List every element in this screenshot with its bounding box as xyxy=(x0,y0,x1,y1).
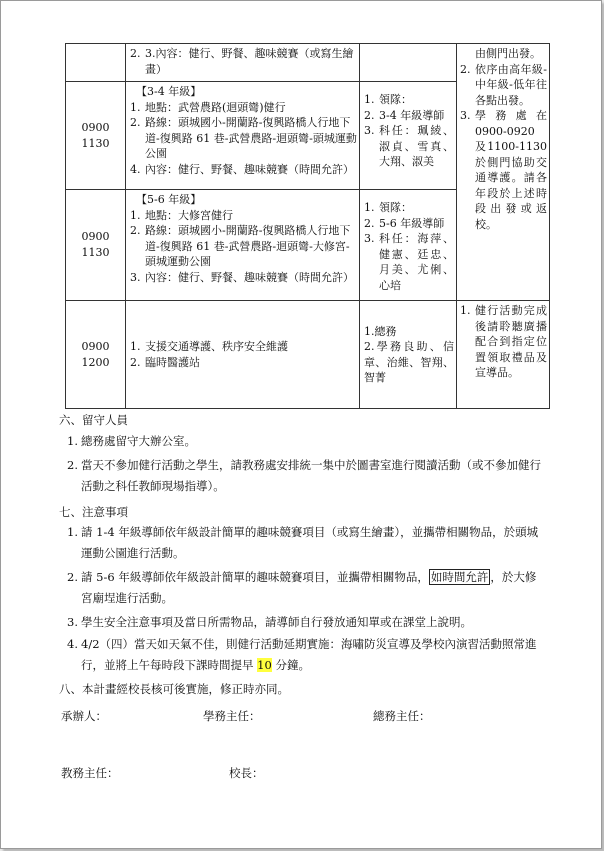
staff-cell xyxy=(360,301,457,409)
signature-principal: 校長： xyxy=(229,766,264,780)
list-item xyxy=(67,455,547,497)
end-time: 1130 xyxy=(81,246,110,259)
staff-cell xyxy=(360,44,457,82)
note-text: 由側門出發。 xyxy=(475,47,541,60)
staff-text: 3-4 年級導師 xyxy=(379,108,445,122)
staff-text: 科任：珮綾、淑貞、雪真、大翔、淑美 xyxy=(379,124,454,168)
item-number: 2. xyxy=(130,47,141,60)
item-number: 2. xyxy=(130,224,141,237)
list-item xyxy=(67,431,547,452)
item-number: 1. xyxy=(130,100,141,114)
staff-number: 3. xyxy=(364,232,375,245)
list-item xyxy=(67,567,547,609)
item-number: 2. xyxy=(67,458,78,472)
item-text: 學生安全注意事項及當日所需物品，請導師自行發放通知單或在課堂上說明。 xyxy=(81,615,472,629)
item-number: 2. xyxy=(130,355,141,369)
staff-text: 科任：海萍、健憲、廷忠、月美、尤俐、心培 xyxy=(379,232,454,292)
time-cell xyxy=(66,82,126,190)
staff-text: 領隊： xyxy=(379,201,412,214)
time-cell xyxy=(66,44,126,82)
schedule-table xyxy=(65,43,550,409)
item-text: 總務處留守大辦公室。 xyxy=(81,434,196,448)
list-item xyxy=(67,612,547,633)
item-text: 3.內容：健行、野餐、趣味競賽（或寫生繪畫） xyxy=(145,47,354,76)
note-text: 學務處在0900-0920 及1100-1130 於側門協助交通導護。請各年段於上述時段出發或返校。 xyxy=(475,109,547,231)
table-row xyxy=(66,301,550,409)
note-cell xyxy=(457,44,550,301)
highlighted-text: 10 xyxy=(257,658,272,672)
item-text: ，於大修宮廟埕進行活動。 xyxy=(81,570,537,605)
signature-academic: 學務主任： xyxy=(203,709,261,723)
staff-cell xyxy=(360,82,457,190)
note-number: 3. xyxy=(460,109,471,122)
item-number: 1. xyxy=(67,434,78,448)
start-time: 0900 xyxy=(81,339,110,353)
boxed-text: 如時間允許 xyxy=(430,570,489,584)
note-text: 依序由高年級-中年級-低年往各點出發。 xyxy=(475,62,547,107)
content-cell xyxy=(126,82,360,190)
content-cell xyxy=(126,301,360,409)
staff-text: 2.學務良助、信章、治維、智翔、智菁 xyxy=(364,340,454,384)
section-heading: 八、本計畫經校長核可後實施，修正時亦同。 xyxy=(59,682,289,696)
item-text: 內容：健行、野餐、趣味競賽（時間允許） xyxy=(145,270,354,284)
item-number: 3. xyxy=(67,615,78,629)
content-cell xyxy=(126,190,360,301)
grade-header: 【5-6 年級】 xyxy=(136,193,202,206)
signature-general-affairs: 總務主任： xyxy=(373,709,431,723)
content-cell xyxy=(126,44,360,82)
staff-text: 1.總務 xyxy=(364,324,397,338)
staff-cell xyxy=(360,190,457,301)
note-number: 2. xyxy=(460,62,471,76)
item-text: 當天不參加健行活動之學生，請教務處安排統一集中於圖書室進行閱讀活動（或不參加健行活動之科任教師現場指導）。 xyxy=(81,458,541,493)
section-heading: 六、留守人員 xyxy=(59,413,128,427)
list-item xyxy=(67,634,547,676)
item-number: 4. xyxy=(67,637,78,651)
item-text: 支援交通導護、秩序安全維護 xyxy=(145,340,288,353)
staff-number: 1. xyxy=(364,93,375,106)
item-text: 路線：頭城國小-開蘭路-復興路橋人行地下道-復興路 61 巷-武營農路-迴頭彎-大修宮-頭城運動公園 xyxy=(145,224,351,268)
item-text: 臨時醫護站 xyxy=(145,355,200,369)
item-text: 分鐘。 xyxy=(271,658,310,672)
note-text: 健行活動完成後請聆聽廣播配合到指定位置領取禮品及宣導品。 xyxy=(475,304,547,379)
note-number: 1. xyxy=(460,304,471,317)
start-time: 0900 xyxy=(81,230,110,243)
item-number: 2. xyxy=(67,570,78,584)
staff-number: 1. xyxy=(364,201,375,214)
staff-number: 2. xyxy=(364,108,375,122)
staff-text: 領隊： xyxy=(379,93,412,106)
item-number: 4. xyxy=(130,162,141,176)
item-number: 1. xyxy=(130,208,141,222)
end-time: 1130 xyxy=(81,136,110,150)
item-text: 請 1-4 年級導師依年級設計簡單的趣味競賽項目（或寫生繪畫），並攜帶相關物品，於頭城運動公園進行活動。 xyxy=(81,525,539,560)
grade-header: 【3-4 年級】 xyxy=(136,85,202,98)
staff-text: 5-6 年級導師 xyxy=(379,216,445,230)
item-text: 請 5-6 年級導師依年級設計簡單的趣味競賽項目，並攜帶相關物品， xyxy=(81,570,429,584)
note-cell xyxy=(457,301,550,409)
item-text: 路線：頭城國小-開蘭路-復興路橋人行地下道-復興路 61 巷-武營農路-迴頭彎-頭城運動公園 xyxy=(145,116,357,160)
item-number: 3. xyxy=(130,270,141,284)
item-text: 4/2（四）當天如天氣不佳，則健行活動延期實施：海嘯防災宣導及學校內演習活動照常進行，並將上午每時段下課時間提早 xyxy=(81,637,537,672)
time-cell xyxy=(66,301,126,409)
item-number: 1. xyxy=(67,525,78,539)
table-row xyxy=(66,44,550,82)
start-time: 0900 xyxy=(81,120,110,134)
item-text: 地點：武營農路(迴頭彎)健行 xyxy=(145,100,286,114)
signature-teaching: 教務主任： xyxy=(61,766,119,780)
staff-number: 2. xyxy=(364,216,375,230)
signature-organizer: 承辦人： xyxy=(61,709,107,723)
staff-number: 3. xyxy=(364,124,375,137)
item-text: 地點：大修宮健行 xyxy=(145,208,233,222)
item-number: 1. xyxy=(130,340,141,353)
item-text: 內容：健行、野餐、趣味競賽（時間允許） xyxy=(145,162,354,176)
item-number: 2. xyxy=(130,116,141,129)
list-item xyxy=(67,522,547,564)
section-heading: 七、注意事項 xyxy=(59,505,128,519)
end-time: 1200 xyxy=(81,355,110,369)
time-cell xyxy=(66,190,126,301)
